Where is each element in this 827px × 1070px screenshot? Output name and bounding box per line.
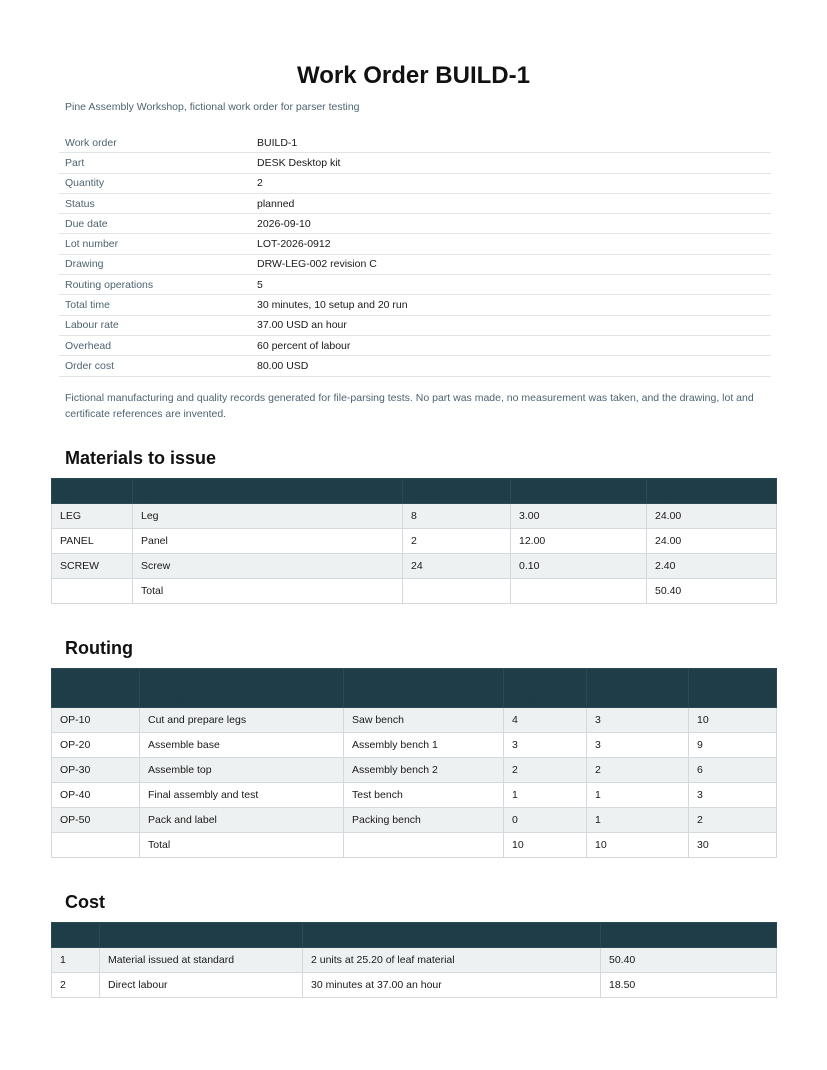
field-value: LOT-2026-0912 (251, 234, 771, 254)
column-header: Run min per unit (587, 669, 689, 708)
field-value: 2 (251, 173, 771, 193)
column-header: Amount USD (601, 923, 777, 948)
table-cell: Direct labour (100, 973, 303, 998)
table-cell: 24.00 (647, 504, 777, 529)
field-label: Due date (59, 214, 251, 234)
field-label: Lot number (59, 234, 251, 254)
field-row (59, 193, 771, 213)
table-row (52, 554, 777, 579)
table-cell: 10 (504, 833, 587, 858)
column-header: Description (133, 479, 403, 504)
field-label: Routing operations (59, 275, 251, 295)
table-cell: Assemble top (140, 758, 344, 783)
field-value: 37.00 USD an hour (251, 315, 771, 335)
table-cell: 2 (689, 808, 777, 833)
table-row (52, 708, 777, 733)
field-row (59, 335, 771, 355)
table-cell: Total (140, 833, 344, 858)
table-cell: 10 (587, 833, 689, 858)
column-header: Quantity (403, 479, 511, 504)
table-cell: 12.00 (511, 529, 647, 554)
table-cell: 10 (689, 708, 777, 733)
table-cell: 2 units at 25.20 of leaf material (303, 948, 601, 973)
field-row (59, 153, 771, 173)
table-cell: Assembly bench 2 (344, 758, 504, 783)
work-order-fields (59, 133, 771, 377)
field-row (59, 315, 771, 335)
field-value: planned (251, 193, 771, 213)
table-cell: Leg (133, 504, 403, 529)
field-label: Part (59, 153, 251, 173)
table-cell: 3.00 (511, 504, 647, 529)
table-cell: 1 (504, 783, 587, 808)
table-cell: 8 (403, 504, 511, 529)
column-header: Basis (303, 923, 601, 948)
field-label: Status (59, 193, 251, 213)
table-cell: PANEL (52, 529, 133, 554)
table-cell: OP-30 (52, 758, 140, 783)
field-row (59, 234, 771, 254)
column-header: Total min (689, 669, 777, 708)
field-value: 60 percent of labour (251, 335, 771, 355)
column-header: Component (100, 923, 303, 948)
field-label: Overhead (59, 335, 251, 355)
table-row (52, 529, 777, 554)
materials-heading: Materials to issue (65, 448, 217, 468)
table-cell: SCREW (52, 554, 133, 579)
column-header: Setup min (504, 669, 587, 708)
table-cell: Assemble base (140, 733, 344, 758)
table-cell: 24 (403, 554, 511, 579)
field-row (59, 133, 771, 153)
table-cell: Cut and prepare legs (140, 708, 344, 733)
table-row (52, 833, 777, 858)
field-row (59, 295, 771, 315)
table-cell: Panel (133, 529, 403, 554)
table-cell: 3 (587, 733, 689, 758)
table-cell: 2.40 (647, 554, 777, 579)
table-cell: Pack and label (140, 808, 344, 833)
disclaimer-note: Fictional manufacturing and quality records generated for file-parsing tests. No part was made, no measurement was taken, and the drawing, lot and certificate references are invented. (65, 392, 754, 420)
table-cell: 2 (403, 529, 511, 554)
table-cell (403, 579, 511, 604)
table-cell: OP-10 (52, 708, 140, 733)
field-value: 80.00 USD (251, 356, 771, 376)
field-label: Quantity (59, 173, 251, 193)
field-row (59, 275, 771, 295)
table-cell: Test bench (344, 783, 504, 808)
table-cell: 4 (504, 708, 587, 733)
field-row (59, 173, 771, 193)
column-header: Operation (52, 669, 140, 708)
table-cell (52, 579, 133, 604)
table-cell (344, 833, 504, 858)
field-value: 5 (251, 275, 771, 295)
table-row (52, 504, 777, 529)
table-cell: 2 (504, 758, 587, 783)
field-value: DRW-LEG-002 revision C (251, 254, 771, 274)
field-value: DESK Desktop kit (251, 153, 771, 173)
cost-heading: Cost (65, 892, 105, 912)
table-row (52, 579, 777, 604)
table-cell: 1 (587, 783, 689, 808)
column-header: Description (140, 669, 344, 708)
table-cell: 1 (52, 948, 100, 973)
table-cell: Material issued at standard (100, 948, 303, 973)
field-row (59, 214, 771, 234)
field-value: 30 minutes, 10 setup and 20 run (251, 295, 771, 315)
table-row (52, 973, 777, 998)
field-label: Total time (59, 295, 251, 315)
table-cell: 50.40 (647, 579, 777, 604)
field-label: Labour rate (59, 315, 251, 335)
table-cell: 24.00 (647, 529, 777, 554)
table-row (52, 758, 777, 783)
column-header: Line (52, 923, 100, 948)
column-header: Value USD (647, 479, 777, 504)
table-cell: OP-40 (52, 783, 140, 808)
cost-table (51, 922, 777, 998)
field-row (59, 356, 771, 376)
field-label: Order cost (59, 356, 251, 376)
table-cell: OP-20 (52, 733, 140, 758)
routing-table (51, 668, 777, 858)
table-cell: 2 (52, 973, 100, 998)
field-value: BUILD-1 (251, 133, 771, 153)
table-row (52, 948, 777, 973)
column-header: Unit cost USD (511, 479, 647, 504)
routing-heading: Routing (65, 638, 133, 658)
table-cell: 0 (504, 808, 587, 833)
table-cell: 9 (689, 733, 777, 758)
table-cell: 6 (689, 758, 777, 783)
table-cell: OP-50 (52, 808, 140, 833)
field-label: Drawing (59, 254, 251, 274)
table-cell: 2 (587, 758, 689, 783)
table-cell: 3 (587, 708, 689, 733)
table-cell: 3 (689, 783, 777, 808)
table-cell: 30 (689, 833, 777, 858)
table-row (52, 733, 777, 758)
page-title: Work Order BUILD-1 (297, 62, 530, 89)
column-header: Part (52, 479, 133, 504)
page-subtitle: Pine Assembly Workshop, fictional work order for parser testing (65, 101, 360, 113)
table-cell: Total (133, 579, 403, 604)
table-cell: 1 (587, 808, 689, 833)
table-cell: Saw bench (344, 708, 504, 733)
column-header: Work centre (344, 669, 504, 708)
table-cell: Final assembly and test (140, 783, 344, 808)
table-cell: 50.40 (601, 948, 777, 973)
table-row (52, 783, 777, 808)
table-cell: 30 minutes at 37.00 an hour (303, 973, 601, 998)
table-cell (52, 833, 140, 858)
table-row (52, 808, 777, 833)
table-cell: Screw (133, 554, 403, 579)
field-row (59, 254, 771, 274)
table-cell (511, 579, 647, 604)
table-cell: LEG (52, 504, 133, 529)
field-label: Work order (59, 133, 251, 153)
field-value: 2026-09-10 (251, 214, 771, 234)
table-cell: 18.50 (601, 973, 777, 998)
materials-table (51, 478, 777, 604)
table-cell: Assembly bench 1 (344, 733, 504, 758)
table-cell: 3 (504, 733, 587, 758)
table-cell: 0.10 (511, 554, 647, 579)
table-cell: Packing bench (344, 808, 504, 833)
